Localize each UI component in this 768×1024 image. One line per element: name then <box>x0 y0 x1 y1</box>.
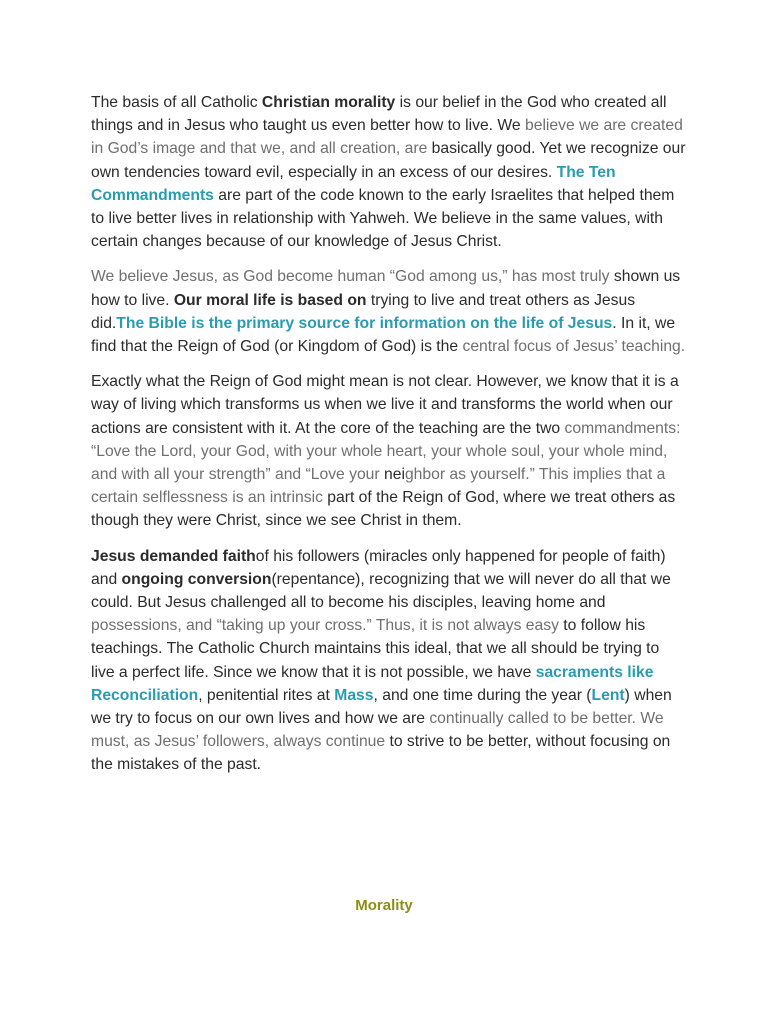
bold-phrase: Our moral life is based on <box>173 291 367 309</box>
text-run: to follow his teachings. The Catholic Church maintains this ideal, that we all should be trying to live a perfect life. Since we know that it is not possible, we have <box>91 617 660 681</box>
text-run: possessions, and “taking up your cross.” Thus, it is not always easy <box>91 617 559 635</box>
bold-phrase: Christian morality <box>261 94 396 111</box>
text-run: commandments: “Love the Lord, your God, with your whole heart, your whole soul, your whole mind, and with all your strength” and “Love your <box>91 419 681 484</box>
text-run: part of the Reign of God, where we treat others as though they were Christ, since we see Christ in them. <box>91 489 676 530</box>
section-heading-morality: Morality <box>355 897 413 914</box>
text-run: ghbor as yourself.” This implies that a certain selflessness is an intrinsic <box>91 466 666 507</box>
text-run: basically good. Yet we recognize our own tendencies toward evil, especially in an excess of our desires. <box>91 140 686 181</box>
text-run: ) when we try to focus on our own lives and how we are <box>91 686 672 728</box>
text-run: The basis of all Catholic <box>91 94 262 111</box>
article-body <box>91 91 687 789</box>
text-run: . In it, we find that the Reign of God (or Kingdom of God) is the <box>91 314 676 356</box>
paragraph-basis <box>91 91 687 253</box>
text-run: believe we are created in God’s image and that we, and all creation, are <box>91 117 683 158</box>
text-run: We believe Jesus, as God become human “God among us,” has most truly <box>91 268 610 286</box>
text-run: are part of the code known to the early Israelites that helped them to live better lives in relationship with Yahweh. We believe in the same values, with certain changes because of our knowledge of Jesus Christ. <box>91 186 675 251</box>
text-run: nei <box>379 466 405 484</box>
bold-phrase: Jesus demanded faith <box>91 547 256 565</box>
text-run: , penitential rites at <box>198 686 335 704</box>
text-run: , and one time during the year ( <box>373 686 592 704</box>
hyperlink[interactable]: The Ten Commandments <box>91 163 616 204</box>
text-run: trying to live and treat others as Jesus did. <box>91 291 636 332</box>
text-run: continually called to be better. We must, as Jesus’ followers, always continue <box>91 710 664 751</box>
text-run: to strive to be better, without focusing on the mistakes of the past. <box>91 733 671 774</box>
hyperlink[interactable]: sacraments like Reconciliation <box>91 663 654 704</box>
paragraph-faith-conversion <box>91 545 687 777</box>
hyperlink[interactable]: Mass <box>334 686 374 704</box>
text-run: Exactly what the Reign of God might mean is not clear. However, we know that it is a way of living which transforms us when we live it and transforms the world when our actions are consistent with it. At the core of the teaching are the two <box>91 373 679 437</box>
text-run: (repentance), recognizing that we will never do all that we could. But Jesus challenged all to become his disciples, leaving home and <box>91 570 671 612</box>
text-run: shown us how to live. <box>91 268 681 309</box>
paragraph-reign-of-god <box>91 370 687 532</box>
hyperlink[interactable]: The Bible is the primary source for information on the life of Jesus <box>116 314 613 332</box>
hyperlink[interactable]: Lent <box>591 686 625 704</box>
text-run: of his followers (miracles only happened for people of faith) and <box>91 547 666 588</box>
text-run: central focus of Jesus’ teaching. <box>462 338 686 356</box>
text-run: is our belief in the God who created all things and in Jesus who taught us even better how to live. We <box>91 94 667 135</box>
paragraph-jesus-example <box>91 265 687 358</box>
bold-phrase: ongoing conversion <box>121 570 272 588</box>
